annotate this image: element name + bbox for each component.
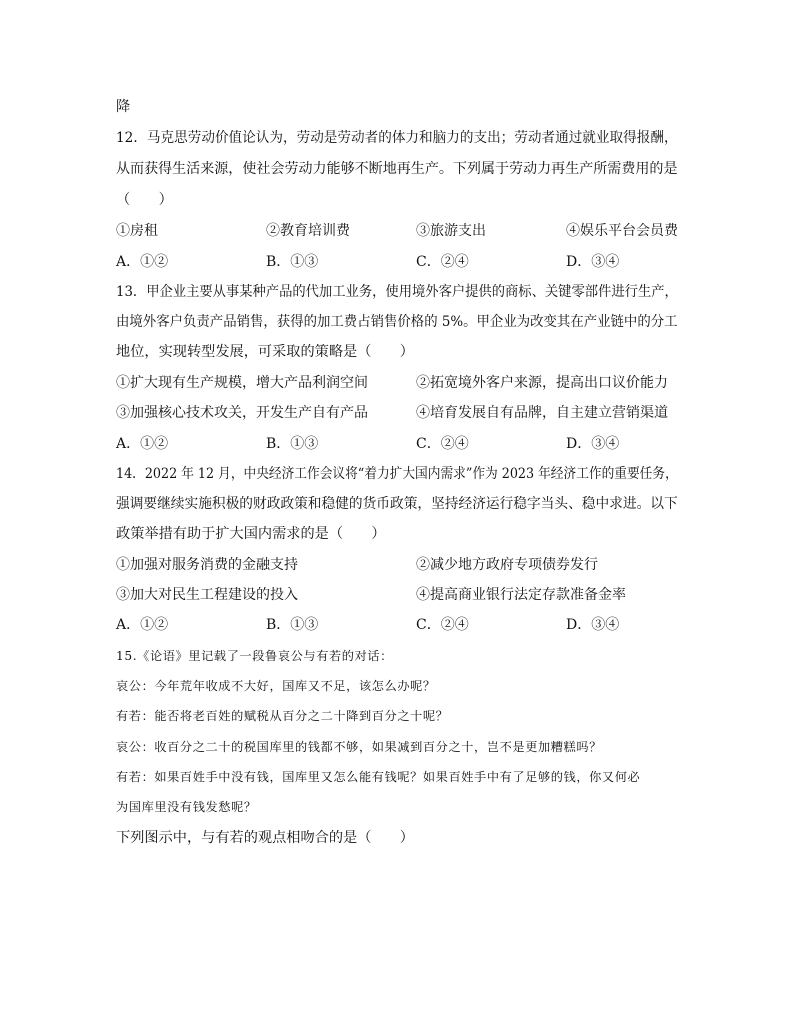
q15-stem-line-1: 15.《论语》里记载了一段鲁哀公与有若的对话：: [116, 649, 393, 663]
q15-dialogue-youruo-2: 有若：如果百姓手中没有钱，国库里又怎么能有钱呢？如果百姓手中有了足够的钱，你又何必: [116, 770, 641, 784]
q13-answer-d: D．③④: [566, 436, 620, 452]
q12-stem-line-1: 12．马克思劳动价值论认为，劳动是劳动者的体力和脑力的支出；劳动者通过就业取得报酬，: [116, 130, 678, 146]
q14-answer-b: B．①③: [266, 617, 319, 633]
q13-answer-a: A．①②: [116, 436, 169, 452]
continuation-text: 降: [116, 99, 131, 115]
q14-item-2: ②减少地方政府专项债券发行: [416, 557, 598, 573]
q12-answer-d: D．③④: [566, 254, 620, 270]
q14-stem-line-3: 政策举措有助于扩大国内需求的是（ ）: [116, 526, 386, 542]
q14-answer-c: C．②④: [416, 617, 469, 633]
q14-stem-line-2: 强调要继续实施积极的财政政策和稳健的货币政策，坚持经济运行稳字当头、稳中求进。以下: [116, 496, 678, 512]
q13-item-4: ④培育发展自有品牌，自主建立营销渠道: [416, 405, 668, 421]
q13-stem-line-2: 由境外客户负责产品销售，获得的加工费占销售价格的 5%。甲企业为改变其在产业链中的分工: [116, 314, 678, 330]
q15-dialogue-youruo-1: 有若：能否将老百姓的赋税从百分之二十降到百分之十呢？: [116, 709, 449, 723]
q12-stem-line-2: 从而获得生活来源，使社会劳动力能够不断地再生产。下列属于劳动力再生产所需费用的是: [116, 161, 678, 177]
q13-stem-line-3: 地位，实现转型发展，可采取的策略是（ ）: [116, 344, 414, 360]
q15-dialogue-duke-2: 哀公：收百分之二十的税国库里的钱都不够，如果减到百分之十，岂不是更加糟糕吗？: [116, 740, 602, 754]
q14-answer-a: A．①②: [116, 617, 169, 633]
q13-answer-c: C．②④: [416, 436, 469, 452]
q12-item-3: ③旅游支出: [416, 223, 486, 239]
q12-stem-line-3: （ ）: [116, 192, 173, 208]
q12-item-2: ②教育培训费: [266, 223, 350, 239]
q12-answer-b: B．①③: [266, 254, 319, 270]
q13-stem-line-1: 13．甲企业主要从事某种产品的代加工业务，使用境外客户提供的商标、关键零部件进行生产，: [116, 284, 678, 300]
q13-item-3: ③加强核心技术攻关，开发生产自有产品: [116, 405, 368, 421]
q13-answer-b: B．①③: [266, 436, 319, 452]
q12-item-4: ④娱乐平台会员费: [566, 223, 678, 239]
q12-answer-a: A．①②: [116, 254, 169, 270]
q14-item-4: ④提高商业银行法定存款准备金率: [416, 587, 626, 603]
q14-answer-d: D．③④: [566, 617, 620, 633]
q12-item-1: ①房租: [116, 223, 158, 239]
q14-stem-line-1: 14．2022 年 12 月，中央经济工作会议将“着力扩大国内需求”作为 2023 年经济工作的重要任务，: [116, 466, 678, 482]
q14-item-1: ①加强对服务消费的金融支持: [116, 557, 298, 573]
q15-dialogue-youruo-2-cont: 为国库里没有钱发愁呢？: [116, 800, 257, 814]
q15-dialogue-duke-1: 哀公：今年荒年收成不大好，国库又不足，该怎么办呢？: [116, 679, 436, 693]
q12-answer-c: C．②④: [416, 254, 469, 270]
q13-item-2: ②拓宽境外客户来源，提高出口议价能力: [416, 375, 668, 391]
q15-question: 下列图示中，与有若的观点相吻合的是（ ）: [116, 830, 414, 846]
q13-item-1: ①扩大现有生产规模，增大产品利润空间: [116, 375, 368, 391]
q14-item-3: ③加大对民生工程建设的投入: [116, 587, 298, 603]
